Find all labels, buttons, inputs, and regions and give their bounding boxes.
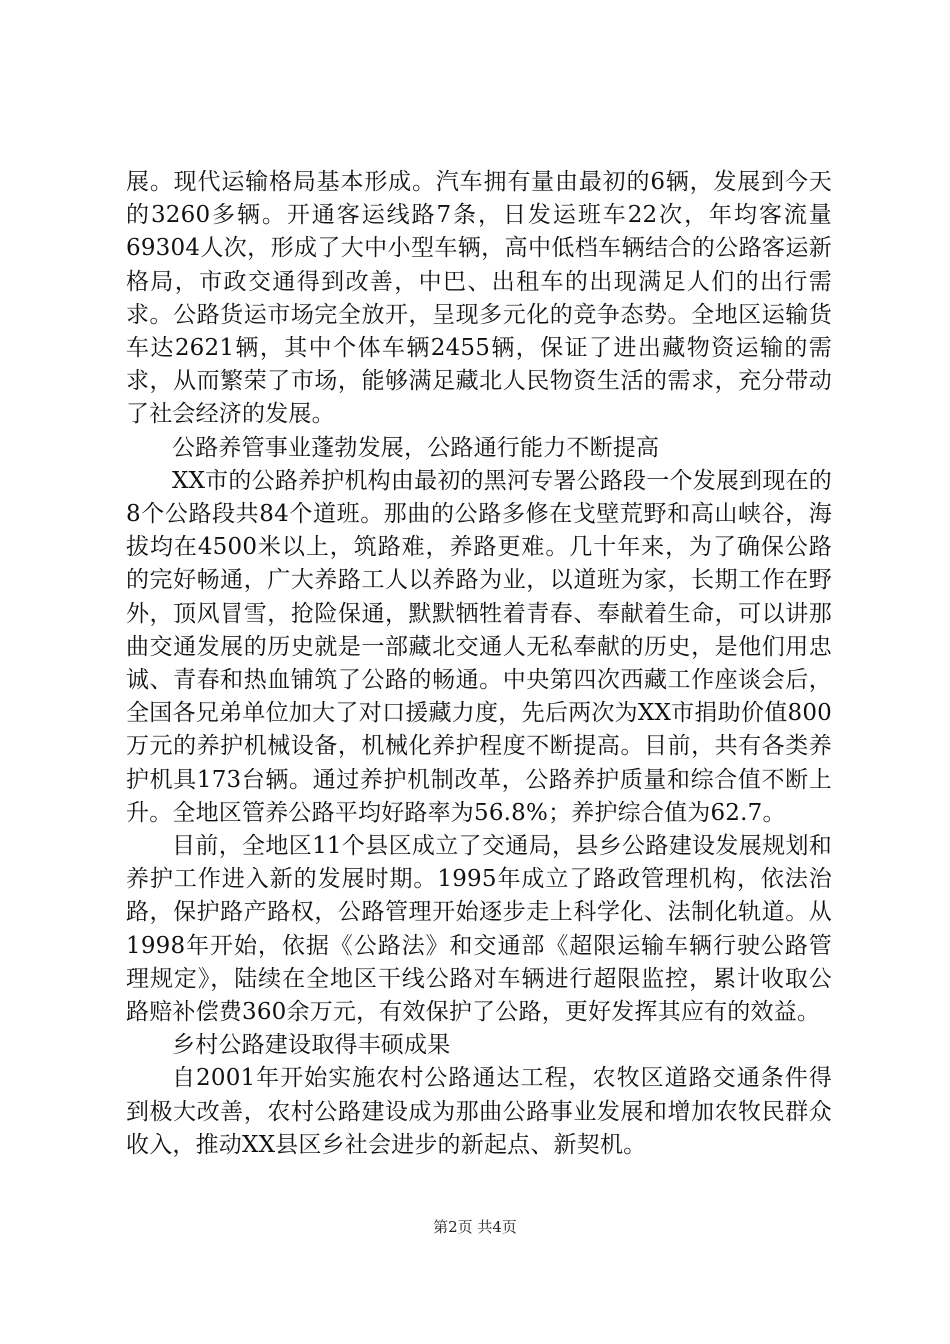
section-heading-road-maintenance: 公路养管事业蓬勃发展，公路通行能力不断提高 <box>172 434 660 461</box>
section-heading-rural-roads: 乡村公路建设取得丰硕成果 <box>172 1032 451 1059</box>
page-number-label: 第2页 共4页 <box>433 1218 517 1236</box>
page-footer <box>0 1216 950 1237</box>
paragraph-transport-development: 展。现代运输格局基本形成。汽车拥有量由最初的6辆，发展到今天的3260多辆。开通客运线路7条，日发运班车22次，年均客流量69304人次，形成了大中小型车辆，高中低档车辆结合的公路客运新格局，市政交通得到改善，中巴、出租车的出现满足人们的出行需求。公路货运市场完全放开，呈现多元化的竞争态势。全地区运输货车达2621辆，其中个体车辆2455辆，保证了进出藏物资运输的需求，从而繁荣了市场，能够满足藏北人民物资生活的需求，充分带动了社会经济的发展。 <box>126 169 832 428</box>
document-body <box>126 166 832 1162</box>
paragraph-rural-road-project: 自2001年开始实施农村公路通达工程，农牧区道路交通条件得到极大改善，农村公路建设成为那曲公路事业发展和增加农牧民群众收入，推动XX县区乡社会进步的新起点、新契机。 <box>126 1065 832 1158</box>
paragraph-maintenance-agencies: XX市的公路养护机构由最初的黑河专署公路段一个发展到现在的8个公路段共84个道班。那曲的公路多修在戈壁荒野和高山峡谷，海拔均在4500米以上，筑路难，养路更难。几十年来，为了确保公路的完好畅通，广大养路工人以养路为业，以道班为家，长期工作在野外，顶风冒雪，抢险保通，默默牺牲着青春、奉献着生命，可以讲那曲交通发展的历史就是一部藏北交通人无私奉献的历史，是他们用忠诚、青春和热血铺筑了公路的畅通。中央第四次西藏工作座谈会后，全国各兄弟单位加大了对口援藏力度，先后两次为XX市捐助价值800万元的养护机械设备，机械化养护程度不断提高。目前，共有各类养护机具173台辆。通过养护机制改革，公路养护质量和综合值不断上升。全地区管养公路平均好路率为56.8%；养护综合值为62.7。 <box>126 467 832 826</box>
paragraph-county-transport-bureaus: 目前，全地区11个县区成立了交通局，县乡公路建设发展规划和养护工作进入新的发展时期。1995年成立了路政管理机构，依法治路，保护路产路权，公路管理开始逐步走上科学化、法制化轨道。从1998年开始，依据《公路法》和交通部《超限运输车辆行驶公路管理规定》，陆续在全地区干线公路对车辆进行超限监控，累计收取公路赔补偿费360余万元，有效保护了公路，更好发挥其应有的效益。 <box>126 833 832 1026</box>
